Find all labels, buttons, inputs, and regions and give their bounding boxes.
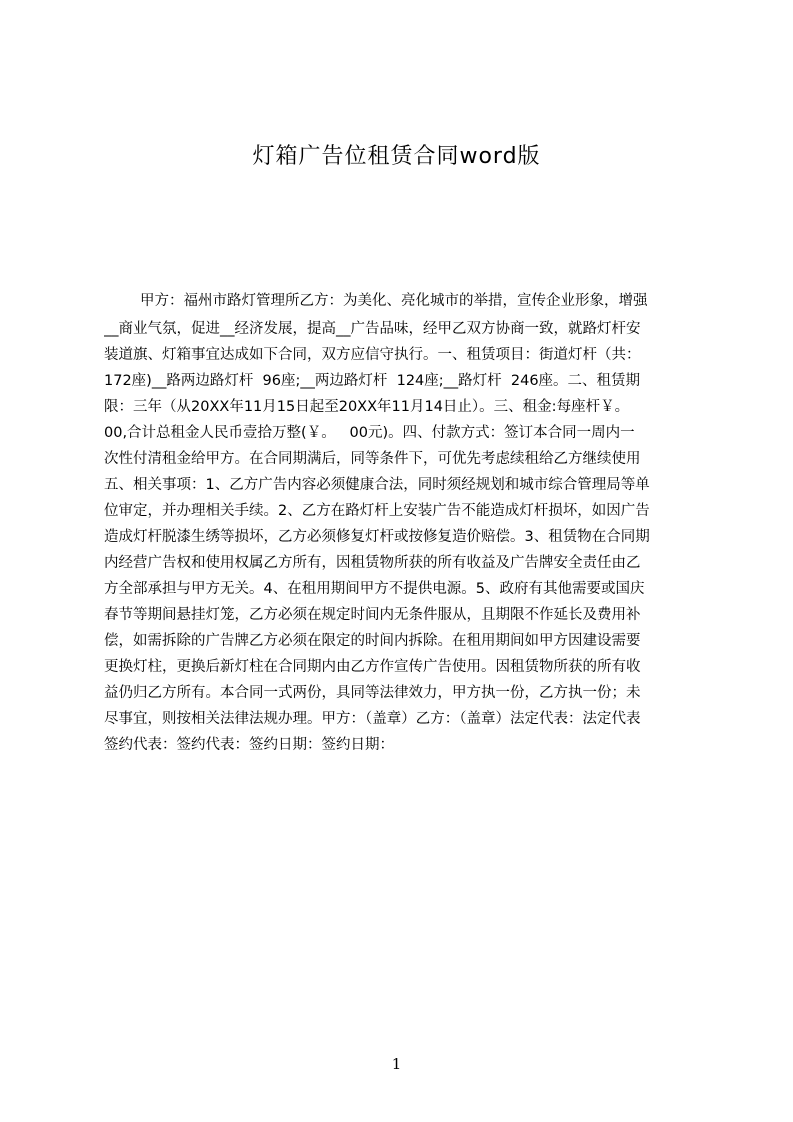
body-line: 造成灯杆脱漆生绣等损坏，乙方必须修复灯杆或按修复造价赔偿。3、租赁物在合同期 — [104, 529, 650, 545]
body-line: 更换灯柱，更换后新灯柱在合同期内由乙方作宣传广告使用。因租赁物所获的所有收 — [104, 659, 641, 675]
body-line: 限：三年（从20XX年11月15日起至20XX年11月14日止）。三、租金:每座杆￥。 — [104, 399, 630, 415]
body-line: 172座)__路两边路灯杆 96座;__两边路灯杆 124座;__路灯杆 246座。二、租赁期 — [104, 373, 641, 389]
body-line: 装道旗、灯箱事宜达成如下合同，双方应信守执行。一、租赁项目：街道灯杆（共： — [104, 347, 641, 363]
document-title: 灯箱广告位租赁合同word版 — [252, 144, 541, 169]
body-line: 春节等期间悬挂灯笼，乙方必须在规定时间内无条件服从，且期限不作延长及费用补 — [104, 607, 641, 623]
body-line: 内经营广告权和使用权属乙方所有，因租赁物所获的所有收益及广告牌安全责任由乙 — [104, 555, 641, 571]
body-line: 00,合计总租金人民币壹拾万整(￥。 00元)。四、付款方式：签订本合同一周内一 — [104, 425, 635, 441]
body-line: 偿，如需拆除的广告牌乙方必须在限定的时间内拆除。在租用期间如甲方因建设需要 — [104, 633, 641, 649]
body-line: __商业气氛，促进__经济发展，提高__广告品味，经甲乙双方协商一致，就路灯杆安 — [104, 321, 641, 337]
body-line: 位审定，并办理相关手续。2、乙方在路灯杆上安装广告不能造成灯杆损坏，如因广告 — [104, 503, 650, 519]
body-line: 次性付清租金给甲方。在合同期满后，同等条件下，可优先考虑续租给乙方继续使用 — [104, 451, 641, 467]
body-line: 尽事宜，则按相关法律法规办理。甲方：（盖章）乙方：（盖章）法定代表：法定代表 — [104, 711, 641, 727]
body-line: 益仍归乙方所有。本合同一式两份，具同等法律效力，甲方执一份，乙方执一份；未 — [104, 685, 641, 701]
body-line: 甲方：福州市路灯管理所乙方：为美化、亮化城市的举措，宣传企业形象，增强 — [140, 293, 648, 309]
body-line: 五、相关事项：1、乙方广告内容必须健康合法，同时须经规划和城市综合管理局等单 — [104, 477, 650, 493]
page-number: 1 — [391, 1055, 402, 1073]
body-line: 签约代表：签约代表：签约日期：签约日期： — [104, 737, 394, 753]
body-line: 方全部承担与甲方无关。4、在租用期间甲方不提供电源。5、政府有其他需要或国庆 — [104, 581, 645, 597]
